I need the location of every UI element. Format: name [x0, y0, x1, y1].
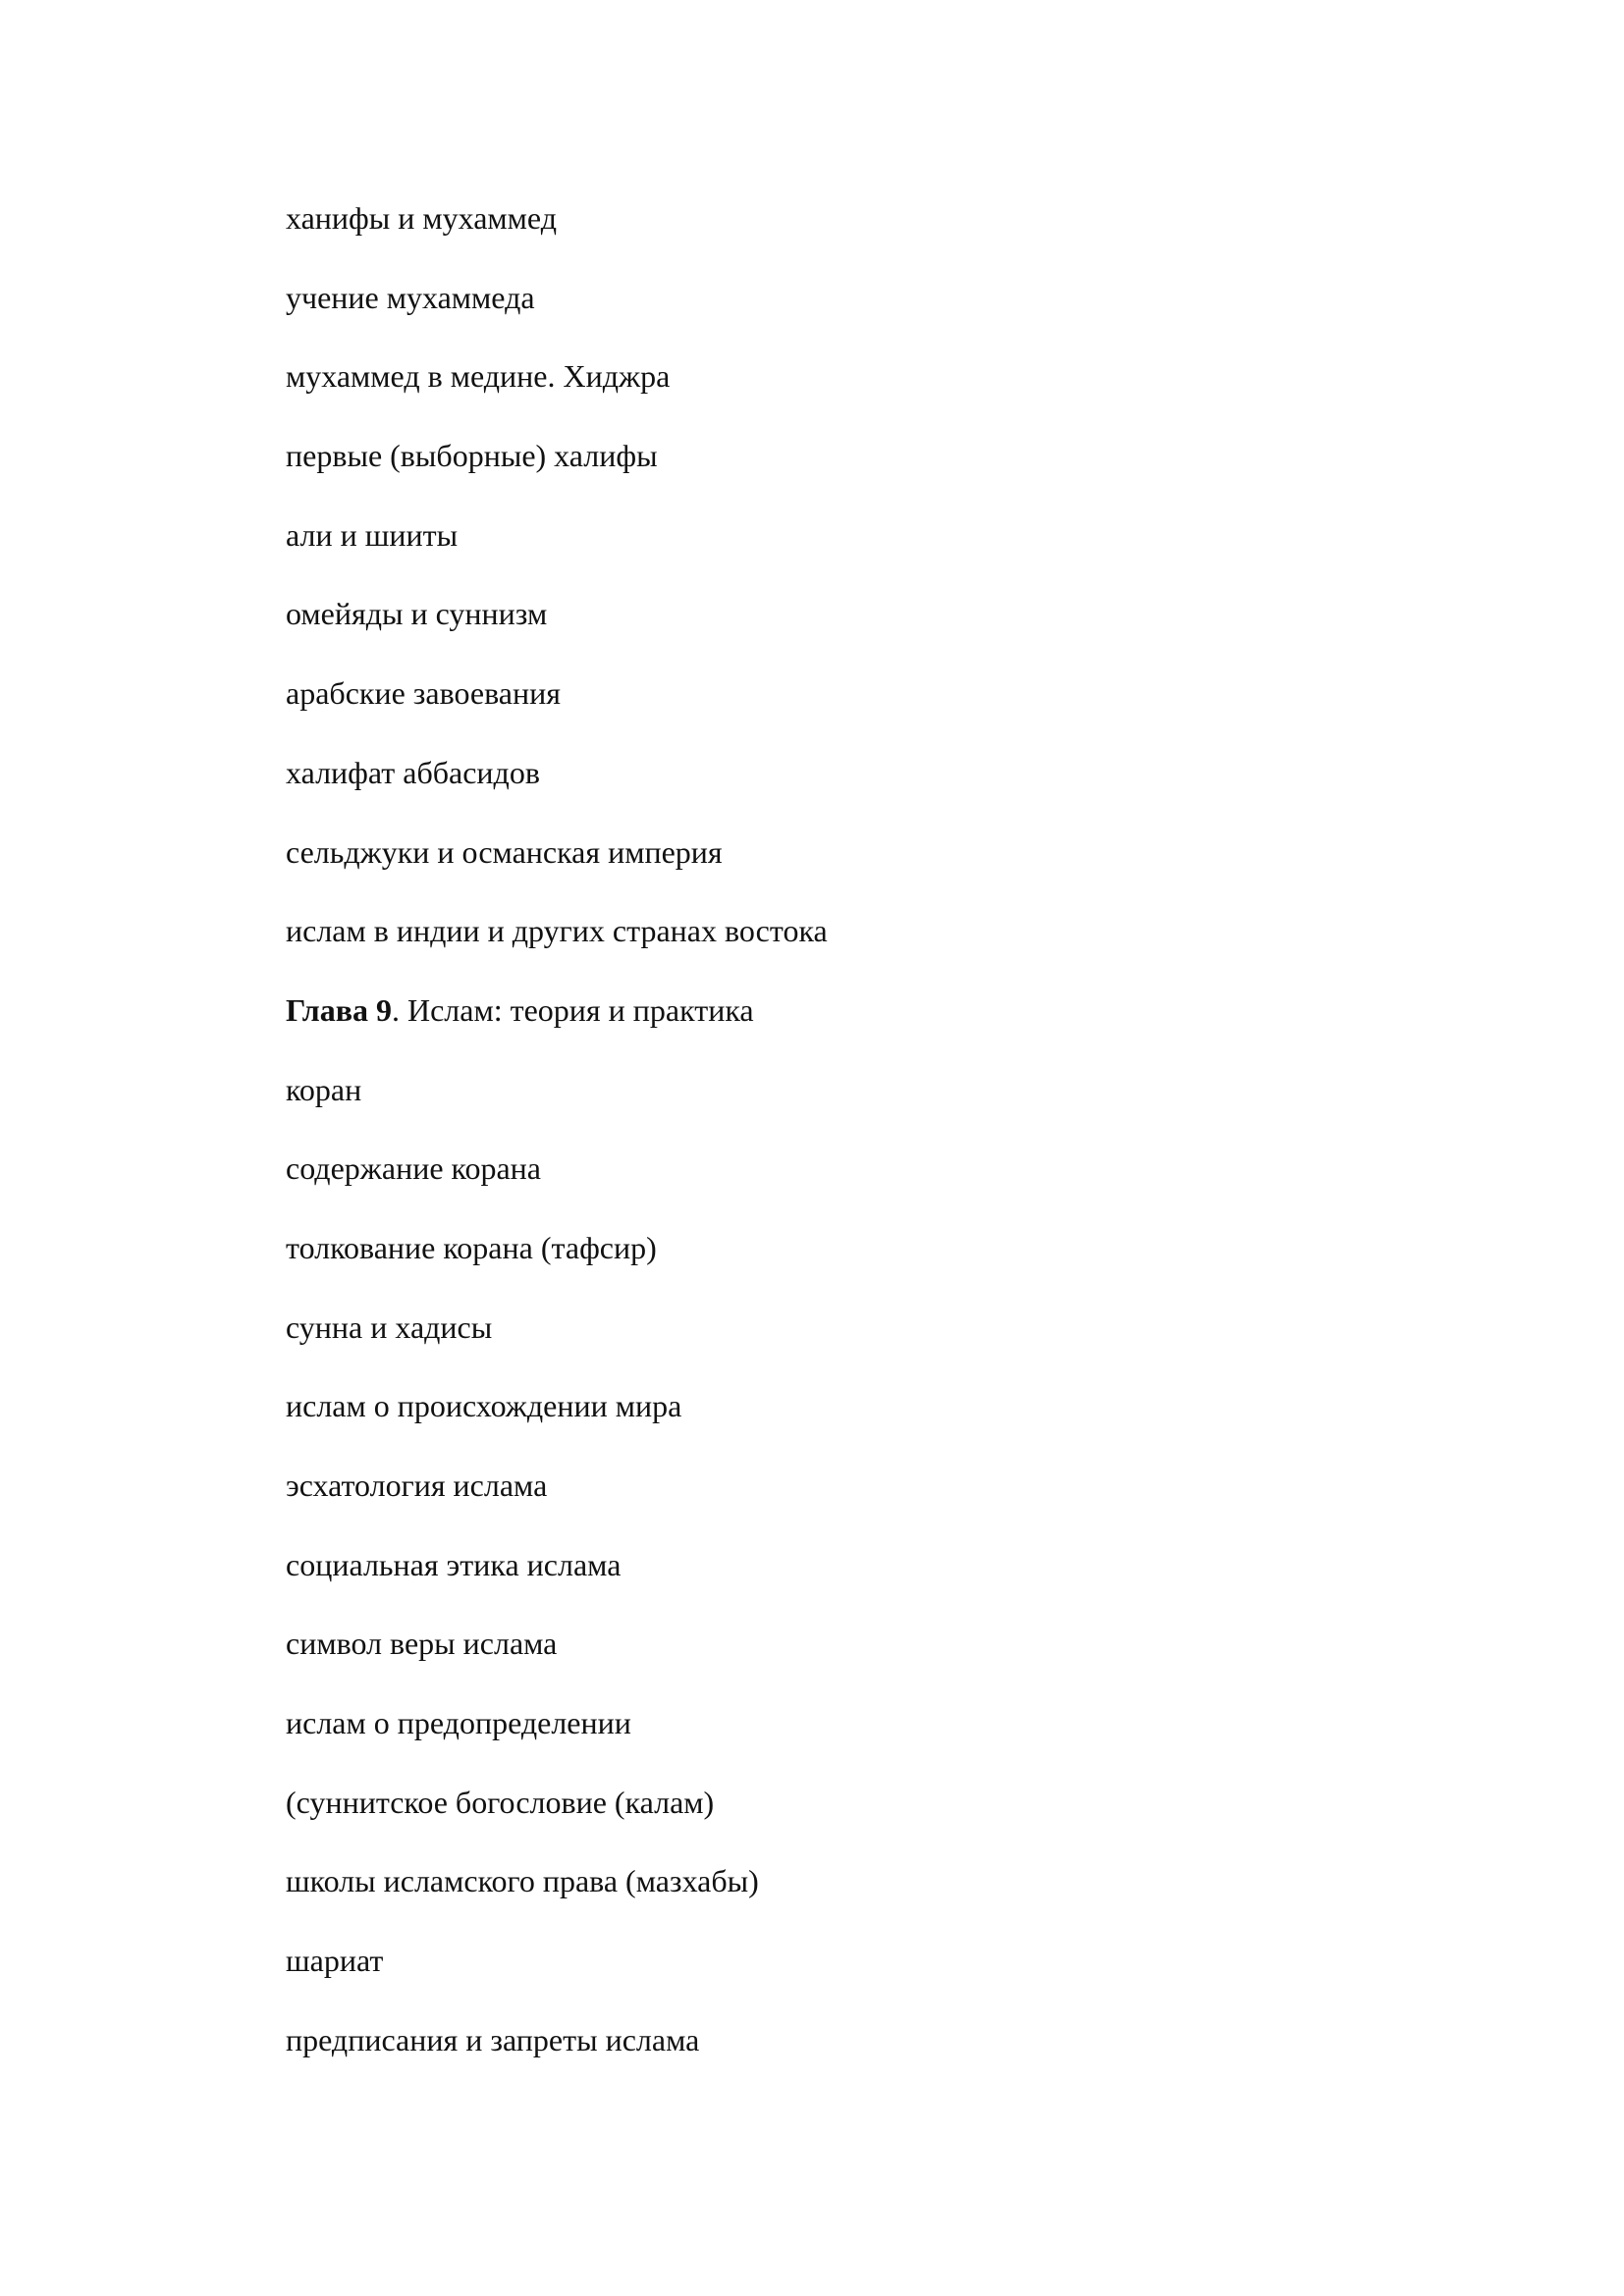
toc-item-muhammad-in-medina: мухаммед в медине. Хиджра: [286, 358, 671, 395]
toc-item-abbasid-caliphate: халифат аббасидов: [286, 754, 540, 790]
toc-item-umayyads-and-sunnism: омейяды и суннизм: [286, 596, 548, 632]
toc-item-sunnah-and-hadiths: сунна и хадисы: [286, 1308, 493, 1345]
toc-item-hanifs-and-muhammad: ханифы и мухаммед: [286, 200, 557, 236]
toc-item-quran-contents: содержание корана: [286, 1150, 541, 1187]
toc-item-sharia: шариат: [286, 1943, 384, 1979]
toc-item-quran: коран: [286, 1071, 362, 1107]
toc-item-ali-and-shiites: али и шииты: [286, 516, 459, 553]
toc-item-social-ethics: социальная этика ислама: [286, 1546, 622, 1582]
toc-item-eschatology: эсхатология ислама: [286, 1468, 548, 1503]
toc-item-prescriptions-and-prohibitions: предписания и запреты ислама: [286, 2021, 700, 2057]
toc-item-islam-in-india: ислам в индии и других странах востока: [286, 913, 828, 949]
toc-item-sunni-theology: (суннитское богословие (калам): [286, 1784, 715, 1820]
toc-item-creed: символ веры ислама: [286, 1626, 558, 1662]
toc-item-first-caliphs: первые (выборные) халифы: [286, 438, 658, 474]
chapter-title: . Ислам: теория и практика: [391, 991, 754, 1028]
toc-item-quran-interpretation: толкование корана (тафсир): [286, 1229, 657, 1265]
chapter-heading: [286, 985, 1464, 1064]
toc-item-predestination: ислам о предопределении: [286, 1705, 631, 1741]
toc-item-origin-of-world: ислам о происхождении мира: [286, 1388, 682, 1424]
chapter-number: Глава 9: [286, 991, 392, 1028]
toc-item-arab-conquests: арабские завоевания: [286, 675, 561, 712]
toc-item-schools-of-law: школы исламского права (мазхабы): [286, 1863, 759, 1899]
table-of-contents: [286, 192, 1464, 2094]
toc-item-teaching-of-muhammad: учение мухаммеда: [286, 279, 535, 315]
toc-item-seljuks-and-ottoman-empire: сельджуки и османская империя: [286, 833, 723, 870]
